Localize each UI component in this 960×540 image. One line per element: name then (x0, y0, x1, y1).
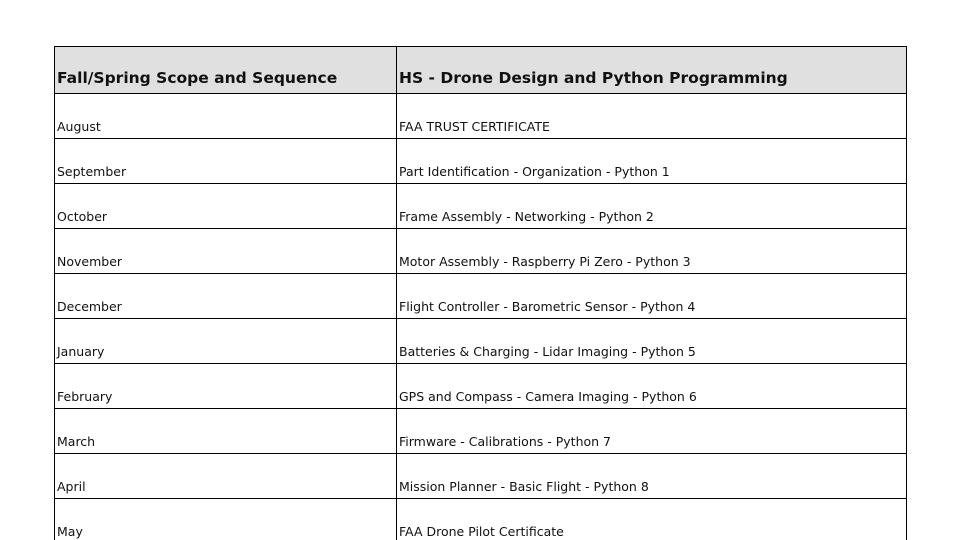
topic-cell: Batteries & Charging - Lidar Imaging - Python 5 (397, 319, 907, 364)
month-cell: April (55, 454, 397, 499)
month-cell: January (55, 319, 397, 364)
table-header-row (55, 47, 907, 94)
table-row (55, 94, 907, 139)
month-cell: November (55, 229, 397, 274)
month-cell: March (55, 409, 397, 454)
month-cell: May (55, 499, 397, 540)
table-row (55, 499, 907, 540)
topic-cell: Mission Planner - Basic Flight - Python 8 (397, 454, 907, 499)
month-cell: October (55, 184, 397, 229)
topic-cell: Flight Controller - Barometric Sensor - Python 4 (397, 274, 907, 319)
table-row (55, 409, 907, 454)
table-row (55, 274, 907, 319)
table-row (55, 184, 907, 229)
month-cell: February (55, 364, 397, 409)
month-cell: August (55, 94, 397, 139)
topic-cell: GPS and Compass - Camera Imaging - Python 6 (397, 364, 907, 409)
topic-cell: Firmware - Calibrations - Python 7 (397, 409, 907, 454)
month-cell: September (55, 139, 397, 184)
topic-cell: FAA TRUST CERTIFICATE (397, 94, 907, 139)
table-row (55, 454, 907, 499)
table-row (55, 139, 907, 184)
header-scope-sequence: Fall/Spring Scope and Sequence (55, 47, 397, 94)
table-row (55, 229, 907, 274)
scope-sequence-table (54, 46, 907, 540)
topic-cell: Frame Assembly - Networking - Python 2 (397, 184, 907, 229)
table-row (55, 364, 907, 409)
header-course-title: HS - Drone Design and Python Programming (397, 47, 907, 94)
table-row (55, 319, 907, 364)
month-cell: December (55, 274, 397, 319)
topic-cell: Part Identification - Organization - Python 1 (397, 139, 907, 184)
topic-cell: FAA Drone Pilot Certificate (397, 499, 907, 540)
topic-cell: Motor Assembly - Raspberry Pi Zero - Python 3 (397, 229, 907, 274)
